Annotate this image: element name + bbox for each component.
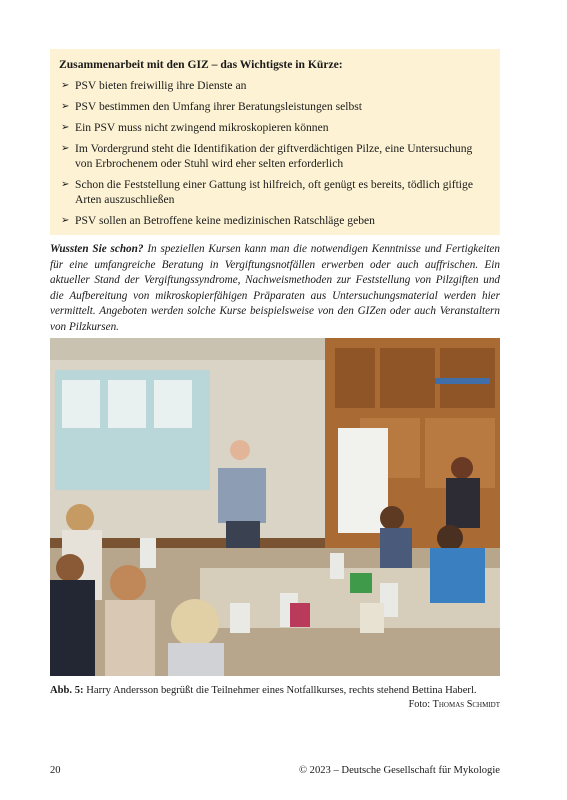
did-you-know-paragraph	[50, 242, 500, 336]
list-item: ➢ Im Vordergrund steht die Identifikation der giftverdächtigen Pilze, eine Untersuchung von Erbrochenem oder Stuhl wird eher selten erforderlich	[61, 142, 473, 170]
arrow-bullet-icon: ➢	[61, 179, 70, 190]
summary-list	[59, 78, 490, 228]
arrow-bullet-icon: ➢	[61, 122, 70, 133]
list-item: ➢ Ein PSV muss nicht zwingend mikroskopieren können	[61, 121, 329, 134]
caption-text: Harry Andersson begrüßt die Teilnehmer eines Notfallkurses, rechts stehend Bettina Haberl.	[83, 685, 477, 696]
summary-box	[50, 49, 500, 235]
page-number: 20	[50, 765, 61, 776]
classroom-photo	[50, 338, 500, 676]
figure-caption	[50, 684, 500, 710]
photo-credit: Foto: Thomas Schmidt	[408, 699, 500, 710]
list-item: ➢ PSV bieten freiwillig ihre Dienste an	[61, 79, 247, 92]
arrow-bullet-icon: ➢	[61, 215, 70, 226]
caption-label: Abb. 5:	[50, 685, 84, 696]
note-text: In speziellen Kursen kann man die notwendigen Kenntnisse und Fertigkeiten für eine umfangreiche Beratung in Vergiftungsnotfällen erwerben oder auch auffrischen. Ein aktueller Stand der Vergiftungssyndrome, Nachweismethoden zur Feststellung von Pilzgiften und die Aufbereitung von mikroskopierfähigen Präparaten aus Untersuchungsmaterial werden hier vermittelt. Angeboten werden solche Kurse beispielsweise von den GIZen oder auch Veranstaltern von Pilzkursen.	[50, 243, 500, 333]
footer-copyright: © 2023 – Deutsche Gesellschaft für Mykologie	[298, 765, 500, 776]
arrow-bullet-icon: ➢	[61, 80, 70, 91]
list-item: ➢ PSV sollen an Betroffene keine medizinischen Ratschläge geben	[61, 214, 375, 227]
note-lead: Wussten Sie schon?	[50, 243, 144, 255]
arrow-bullet-icon: ➢	[61, 101, 70, 112]
classroom-photo-illustration	[50, 338, 500, 676]
list-item: ➢ PSV bestimmen den Umfang ihrer Beratungsleistungen selbst	[61, 100, 363, 113]
summary-title: Zusammenarbeit mit den GIZ – das Wichtigste in Kürze:	[59, 58, 343, 71]
list-item: ➢ Schon die Feststellung einer Gattung ist hilfreich, oft genügt es bereits, tödlich giftige Arten auszuschließen	[61, 178, 473, 206]
arrow-bullet-icon: ➢	[61, 143, 70, 154]
photographer-name: Thomas Schmidt	[432, 699, 500, 710]
